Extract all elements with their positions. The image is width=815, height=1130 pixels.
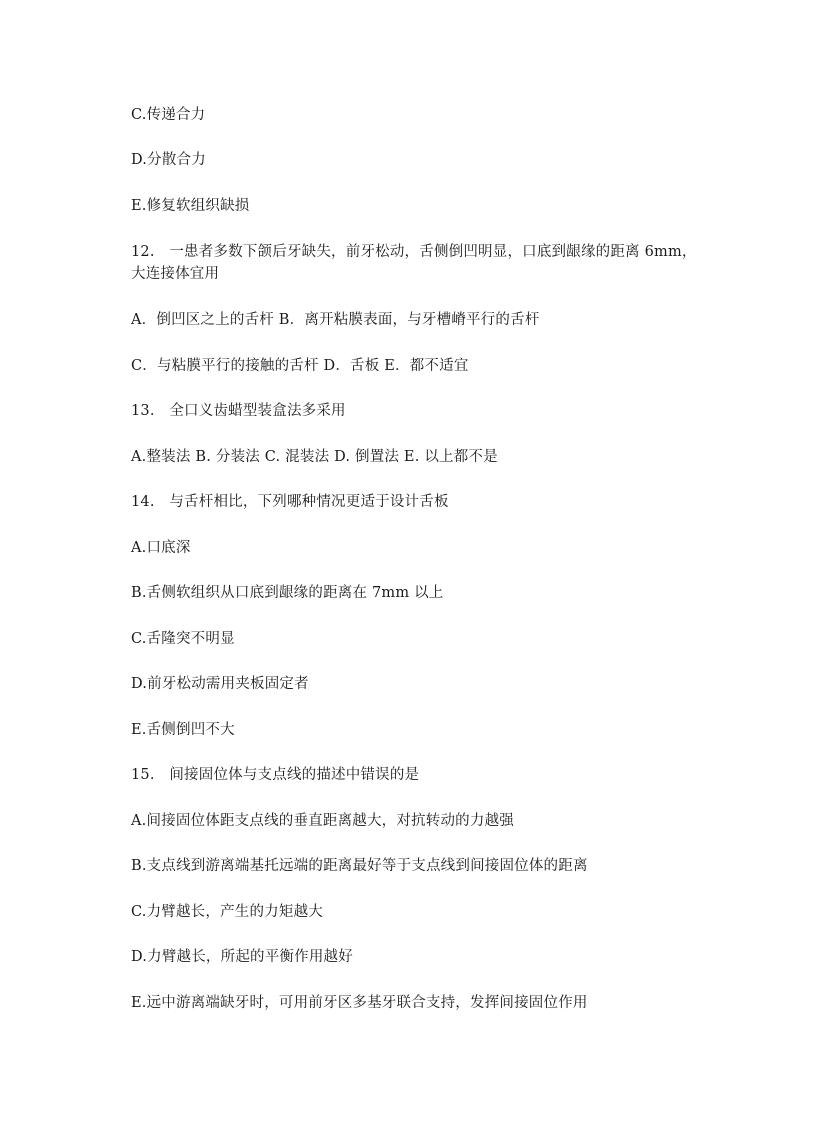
q14-option-a: A.口底深 <box>131 540 191 556</box>
q11-option-c: C.传递合力 <box>131 107 206 123</box>
q12-stem-line1: 12. 一患者多数下颌后牙缺失，前牙松动，舌侧倒凹明显，口底到龈缘的距离 6mm， <box>131 244 697 260</box>
q14-option-c: C.舌隆突不明显 <box>131 631 235 647</box>
q12-options-ab: A．倒凹区之上的舌杆 B．离开粘膜表面，与牙槽嵴平行的舌杆 <box>131 312 540 328</box>
q13-stem: 13. 全口义齿蜡型装盒法多采用 <box>131 403 346 419</box>
q14-stem: 14. 与舌杆相比，下列哪种情况更适于设计舌板 <box>131 494 449 510</box>
q15-option-b: B.支点线到游离端基托远端的距离最好等于支点线到间接固位体的距离 <box>131 858 588 874</box>
q12-stem-line2: 大连接体宜用 <box>131 266 220 282</box>
q11-option-d: D.分散合力 <box>131 152 206 168</box>
q12-options-cde: C．与粘膜平行的接触的舌杆 D．舌板 E．都不适宜 <box>131 358 469 374</box>
q11-option-e: E.修复软组织缺损 <box>131 198 250 214</box>
q13-options: A.整装法 B. 分装法 C. 混装法 D. 倒置法 E. 以上都不是 <box>131 449 498 465</box>
q15-option-a: A.间接固位体距支点线的垂直距离越大，对抗转动的力越强 <box>131 813 514 829</box>
q14-option-d: D.前牙松动需用夹板固定者 <box>131 676 309 692</box>
q15-option-d: D.力臂越长，所起的平衡作用越好 <box>131 949 353 965</box>
q14-option-e: E.舌侧倒凹不大 <box>131 722 235 738</box>
q15-option-c: C.力臂越长，产生的力矩越大 <box>131 904 323 920</box>
q14-option-b: B.舌侧软组织从口底到龈缘的距离在 7mm 以上 <box>131 585 444 601</box>
q15-stem: 15. 间接固位体与支点线的描述中错误的是 <box>131 767 420 783</box>
q15-option-e: E.远中游离端缺牙时，可用前牙区多基牙联合支持，发挥间接固位作用 <box>131 995 588 1011</box>
